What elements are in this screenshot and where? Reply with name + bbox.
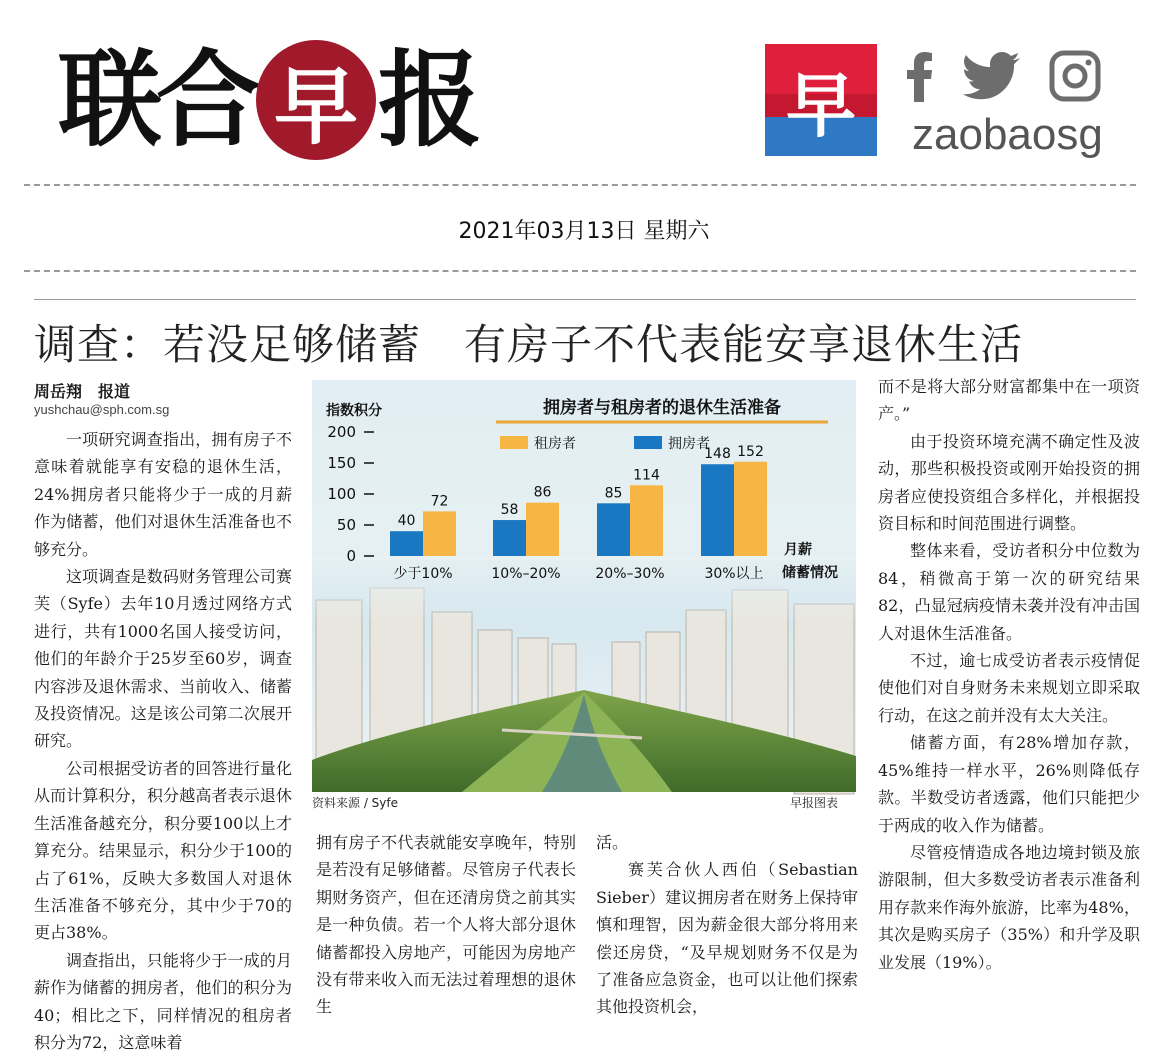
byline: 周岳翔 报道 xyxy=(34,382,131,401)
divider-top xyxy=(24,184,1136,186)
social-handle[interactable]: zaobaosg xyxy=(912,110,1103,159)
divider-bottom xyxy=(24,270,1136,272)
facebook-icon[interactable] xyxy=(905,50,935,102)
logo-char-2: 合 xyxy=(156,38,255,161)
chart-title: 拥房者与租房者的退休生活准备 xyxy=(543,398,781,418)
bar-value-label: 72 xyxy=(430,493,449,510)
article-column-4 xyxy=(878,373,1140,1030)
bar xyxy=(423,511,456,556)
paragraph: 而不是将大部分财富都集中在一项资产。” xyxy=(878,377,1140,424)
paragraph: 这项调查是数码财务管理公司赛芙（Syfe）去年10月透过网络方式进行，共有1000名国人接受访问，他们的年龄介于25岁至60岁，调查内容涉及退休需求、当前收入、储蓄及投资情况。这是该公司第二次展开研究。 xyxy=(34,567,292,751)
social-links xyxy=(905,50,1101,102)
paragraph: 公司根据受访者的回答进行量化从而计算积分，积分越高者表示退休生活准备越充分，积分要100以上才算充分。结果显示，积分少于100的占了61%，反映大多数国人对退休生活准备不够充分，其中少于70的更占38%。 xyxy=(34,758,292,943)
article-column-1 xyxy=(34,426,292,1052)
zaobao-badge-logo[interactable] xyxy=(765,44,877,156)
article-headline: 调查：若没足够储蓄 有房子不代表能安享退休生活 xyxy=(34,320,1024,369)
figure-credit: 早报图表 xyxy=(790,796,839,810)
paragraph: 调查指出，只能将少于一成的月薪作为储蓄的拥房者，他们的积分为40；相比之下，同样情况的租房者积分为72，这意味着 xyxy=(34,950,292,1052)
article-column-3 xyxy=(596,829,858,1031)
author-email[interactable]: yushchau@sph.com.sg xyxy=(34,402,170,417)
bar-value-label: 58 xyxy=(500,502,519,519)
paragraph: 尽管疫情造成各地边境封锁及旅游限制，但大多数受访者表示准备利用存款来作海外旅游，比率为48%，其次是购买房子（35%）和升学及职业发展（19%）。 xyxy=(878,842,1140,972)
paragraph: 拥有房子不代表就能安享晚年，特别是若没有足够储蓄。尽管房子代表长期财务资产，但在还清房贷之前其实是一种负债。若一个人将大部分退休储蓄都投入房地产，可能因为房地产没有带来收入而无法过着理想的退休生 xyxy=(316,833,576,1017)
bar-value-label: 152 xyxy=(737,443,764,460)
bar xyxy=(701,464,734,556)
retirement-readiness-chart xyxy=(312,380,856,624)
paragraph: 整体来看，受访者积分中位数为84，稍微高于第一次的研究结果82，凸显冠病疫情未袭并没有冲击国人对退休生活准备。 xyxy=(878,541,1140,643)
paragraph: 储蓄方面，有28%增加存款，45%维持一样水平，26%则降低存款。半数受访者透露，他们只能把少于两成的收入作为储蓄。 xyxy=(878,733,1140,835)
x-tick-label: 少于10% xyxy=(393,566,453,582)
logo-char-4: 报 xyxy=(378,38,477,161)
x-tick-label: 30%以上 xyxy=(704,566,764,582)
bar-value-label: 148 xyxy=(704,446,731,463)
x-axis-label: 月薪 储蓄情况 xyxy=(782,542,838,581)
bar-value-label: 114 xyxy=(633,467,660,484)
bar xyxy=(526,503,559,556)
y-tick-label: 200 xyxy=(327,423,356,441)
paragraph: 不过，逾七成受访者表示疫情促使他们对自身财务未来规划立即采取行动，在这之前并没有太大关注。 xyxy=(878,651,1140,725)
y-axis-label: 指数积分 xyxy=(326,403,382,419)
newspaper-logo[interactable] xyxy=(58,40,476,160)
bar xyxy=(597,503,630,556)
article-rule xyxy=(34,299,1136,300)
bar-value-label: 85 xyxy=(604,485,623,502)
logo-circle-char: 早 xyxy=(256,40,376,160)
legend-label: 租房者 xyxy=(534,436,576,452)
instagram-icon[interactable] xyxy=(1049,50,1101,102)
issue-date: 2021年03月13日 星期六 xyxy=(458,219,710,244)
article-column-2 xyxy=(316,829,576,1031)
y-tick-label: 100 xyxy=(327,485,356,503)
paragraph: 赛芙合伙人西伯（Sebastian Sieber）建议拥房者在财务上保持审慎和理智，因为薪金很大部分将用来偿还房贷，“及早规划财务不仅是为了准备应急资金，也可以让他们探索其他投资机会， xyxy=(596,860,858,1017)
bar-value-label: 40 xyxy=(397,513,416,530)
y-tick-label: 50 xyxy=(336,516,356,534)
badge-glyph: 早 xyxy=(786,63,856,147)
paragraph: 活。 xyxy=(596,833,629,852)
x-tick-label: 20%–30% xyxy=(595,566,665,582)
masthead xyxy=(0,0,1168,184)
logo-char-1: 联 xyxy=(58,38,157,161)
legend-swatch xyxy=(634,436,662,449)
legend-label: 拥房者 xyxy=(668,436,710,452)
bar xyxy=(630,485,663,556)
paragraph: 一项研究调查指出，拥有房子不意味着就能享有安稳的退休生活，24%拥房者只能将少于一成的月薪作为储蓄，他们对退休生活准备也不够充分。 xyxy=(34,430,292,559)
y-tick-label: 0 xyxy=(346,547,356,565)
figure-source: 资料来源 / Syfe xyxy=(312,796,398,810)
bar xyxy=(390,531,423,556)
paragraph: 由于投资环境充满不确定性及波动，那些积极投资或刚开始投资的拥房者应使投资组合多样化，并根据投资目标和时间范围进行调整。 xyxy=(878,431,1140,534)
twitter-icon[interactable] xyxy=(963,52,1021,100)
bar xyxy=(493,520,526,556)
bar xyxy=(734,462,767,556)
y-tick-label: 150 xyxy=(327,454,356,472)
legend-swatch xyxy=(500,436,528,449)
bar-value-label: 86 xyxy=(533,484,552,501)
infographic xyxy=(312,380,856,792)
x-tick-label: 10%–20% xyxy=(491,566,561,582)
